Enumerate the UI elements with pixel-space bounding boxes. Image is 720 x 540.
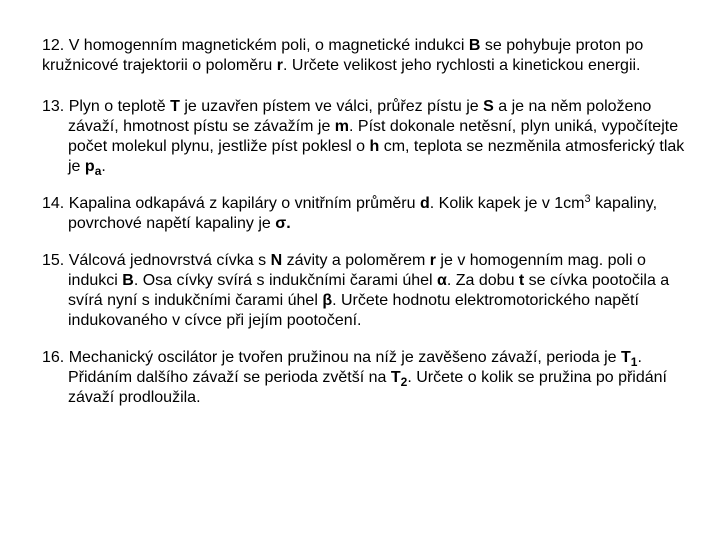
- symbol-text: h: [369, 138, 380, 155]
- problem-text: a je na něm položeno závaží, hmotnost pístu se závažím je: [68, 98, 656, 135]
- superscript-text: 3: [584, 193, 591, 205]
- problem-12: [42, 36, 692, 76]
- symbol-text: T: [620, 349, 631, 366]
- symbol-text: p: [84, 158, 95, 175]
- symbol-text: m: [334, 118, 350, 135]
- problem-text: .: [101, 158, 106, 175]
- symbol-text: B: [468, 37, 481, 54]
- problem-text: je uzavřen pístem ve válci, průřez pístu je: [179, 98, 484, 115]
- subscript-text: 2: [400, 375, 408, 389]
- problem-text: . Určete o kolik se pružina po přidání závaží prodloužila.: [68, 369, 672, 406]
- problem-14: [42, 194, 692, 234]
- problem-text: . Osa cívky svírá s indukčními čarami úhel: [133, 272, 438, 289]
- problem-text: 14. Kapalina odkapává z kapiláry o vnitřním průměru: [42, 195, 420, 212]
- problem-text: je v homogenním mag. poli o indukci: [68, 252, 651, 289]
- symbol-text: S: [483, 98, 494, 115]
- problem-text: . Píst dokonale netěsní, plyn uniká, vypočítejte počet molekul plynu, jestliže píst poklesl o: [68, 118, 683, 155]
- problem-text: se cívka pootočila a svírá nyní s indukčními čarami úhel: [68, 272, 674, 309]
- symbol-text: t: [518, 272, 525, 289]
- subscript-text: 1: [630, 355, 638, 369]
- problem-text: . Určete velikost jeho rychlosti a kinetickou energii.: [283, 57, 641, 74]
- symbol-text: r: [276, 57, 283, 74]
- problem-16: [42, 348, 692, 408]
- symbol-text: T: [390, 369, 401, 386]
- problem-13: [42, 97, 692, 177]
- symbol-text: T: [170, 98, 180, 115]
- problem-text: . Kolik kapek je v 1cm: [429, 195, 585, 212]
- symbol-text: d: [419, 195, 430, 212]
- symbol-text: B: [122, 272, 134, 289]
- problem-text: 15. Válcová jednovrstvá cívka s: [42, 252, 271, 269]
- problem-text: se pohybuje proton po kružnicové trajektorii o poloměru: [42, 37, 648, 74]
- symbol-text: N: [270, 252, 283, 269]
- problem-15: [42, 251, 692, 331]
- symbol-text: σ.: [275, 215, 291, 232]
- symbol-text: r: [429, 252, 436, 269]
- problem-text: cm, teplota se nezměnila atmosferický tlak je: [68, 138, 689, 175]
- problem-text: závity a poloměrem: [282, 252, 430, 269]
- subscript-text: a: [94, 164, 102, 178]
- problem-text: kapaliny, povrchové napětí kapaliny je: [68, 195, 662, 232]
- problem-text: . Určete hodnotu elektromotorického napětí indukovaného v cívce při jejím pootočení.: [68, 292, 644, 329]
- symbol-text: α: [437, 272, 447, 289]
- problem-text: 12. V homogenním magnetickém poli, o magnetické indukci: [42, 37, 469, 54]
- problem-text: 13. Plyn o teplotě: [42, 98, 171, 115]
- symbol-text: β: [322, 292, 333, 309]
- problem-text: . Přidáním dalšího závaží se perioda zvětší na: [68, 349, 647, 386]
- problem-text: 16. Mechanický oscilátor je tvořen pružinou na níž je zavěšeno závaží, perioda je: [42, 349, 621, 366]
- problem-text: . Za dobu: [446, 272, 519, 289]
- problem-list: [42, 36, 692, 425]
